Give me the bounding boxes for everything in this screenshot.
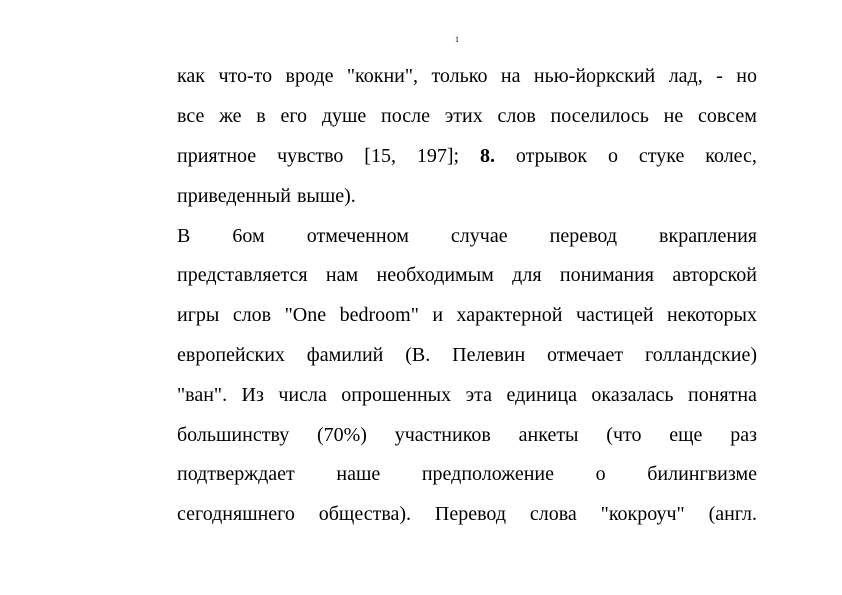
text-word: Перевод — [434, 503, 507, 526]
text-word: душе — [321, 105, 367, 128]
text-word: нам — [325, 264, 359, 287]
text-word: подтверждает — [177, 463, 295, 486]
text-word: - — [716, 65, 723, 88]
text-word: выше). — [296, 184, 356, 207]
text-word: совсем — [698, 105, 757, 128]
text-word: "One — [284, 304, 327, 327]
text-word: большинству — [177, 423, 290, 446]
text-word: общества). — [318, 503, 412, 526]
text-word: bedroom" — [339, 304, 419, 327]
text-word: наше — [336, 463, 381, 486]
text-line — [177, 176, 757, 216]
text-word: только — [431, 65, 488, 88]
text-word: но — [736, 65, 757, 88]
text-line — [177, 375, 757, 415]
text-word: не — [663, 105, 684, 128]
text-word: после — [381, 105, 430, 128]
text-word: сегодняшнего — [177, 503, 295, 526]
text-word: понятна — [687, 383, 757, 406]
text-word: слов — [497, 105, 536, 128]
text-word: характерной — [456, 304, 563, 327]
text-word: авторской — [672, 264, 757, 287]
text-line — [177, 216, 757, 256]
text-word: фамилий — [306, 343, 384, 366]
text-word: вроде — [285, 65, 334, 88]
text-word: опрошенных — [341, 383, 452, 406]
text-word: еще — [669, 423, 703, 446]
text-word: как — [177, 65, 206, 88]
text-word: (70%) — [316, 423, 367, 446]
text-word: приятное — [177, 144, 257, 167]
text-word: чувство — [277, 144, 344, 167]
text-word: 6ом — [232, 224, 265, 247]
text-line — [177, 495, 757, 535]
text-word: о — [608, 144, 618, 167]
text-word: оказалась — [591, 383, 674, 406]
text-word: эта — [465, 383, 493, 406]
text-word: и — [432, 304, 444, 327]
text-line — [177, 336, 757, 376]
text-word: колес, — [705, 144, 757, 167]
text-word: Пелевин — [452, 343, 526, 366]
text-word: билингвизме — [647, 463, 757, 486]
text-word: "кокни", — [346, 65, 419, 88]
text-word: В — [177, 224, 191, 247]
text-word: анкеты — [518, 423, 579, 446]
text-word: (В. — [405, 343, 431, 366]
text-line — [177, 137, 757, 177]
text-word: участников — [394, 423, 491, 446]
text-word: Из — [241, 383, 264, 406]
text-word: частицей — [575, 304, 654, 327]
text-line — [177, 97, 757, 137]
text-word: европейских — [177, 343, 285, 366]
text-word: его — [280, 105, 308, 128]
text-word: (что — [606, 423, 642, 446]
text-word: отрывок — [515, 144, 588, 167]
text-word: на — [500, 65, 521, 88]
text-line — [177, 256, 757, 296]
text-word: для — [512, 264, 542, 287]
text-word: все — [177, 105, 205, 128]
text-word: же — [219, 105, 242, 128]
text-word: [15, — [364, 144, 396, 167]
text-word: понимания — [559, 264, 654, 287]
text-word: случае — [450, 224, 508, 247]
text-word: нью-йоркский — [533, 65, 656, 88]
text-word: этих — [444, 105, 483, 128]
text-word: 197]; — [416, 144, 460, 167]
text-word: стуке — [638, 144, 685, 167]
text-word: представляется — [177, 264, 308, 287]
text-word: отмеченном — [306, 224, 409, 247]
text-word: игры — [177, 304, 220, 327]
document-body — [177, 57, 757, 535]
text-line — [177, 415, 757, 455]
text-word: необходимым — [376, 264, 494, 287]
text-word: некоторых — [667, 304, 757, 327]
text-word: 8. — [480, 144, 495, 167]
text-word: что-то — [218, 65, 273, 88]
text-word: отмечает — [547, 343, 624, 366]
text-word: вкрапления — [659, 224, 757, 247]
text-word: (англ. — [708, 503, 757, 526]
text-word: голландские) — [644, 343, 757, 366]
text-word: перевод — [549, 224, 617, 247]
text-word: раз — [730, 423, 757, 446]
page-number: 1 — [455, 35, 459, 44]
text-word: приведенный — [177, 184, 291, 207]
text-word: о — [595, 463, 606, 486]
text-line — [177, 57, 757, 97]
text-line — [177, 455, 757, 495]
text-word: в — [256, 105, 266, 128]
text-word: "кокроуч" — [600, 503, 685, 526]
text-word: слов — [232, 304, 272, 327]
text-word: числа — [278, 383, 327, 406]
text-word: лад, — [668, 65, 703, 88]
text-word: поселилось — [550, 105, 649, 128]
text-line — [177, 296, 757, 336]
text-word: "ван". — [177, 383, 228, 406]
text-word: единица — [506, 383, 577, 406]
text-word: предположение — [421, 463, 554, 486]
text-word: слова — [529, 503, 577, 526]
